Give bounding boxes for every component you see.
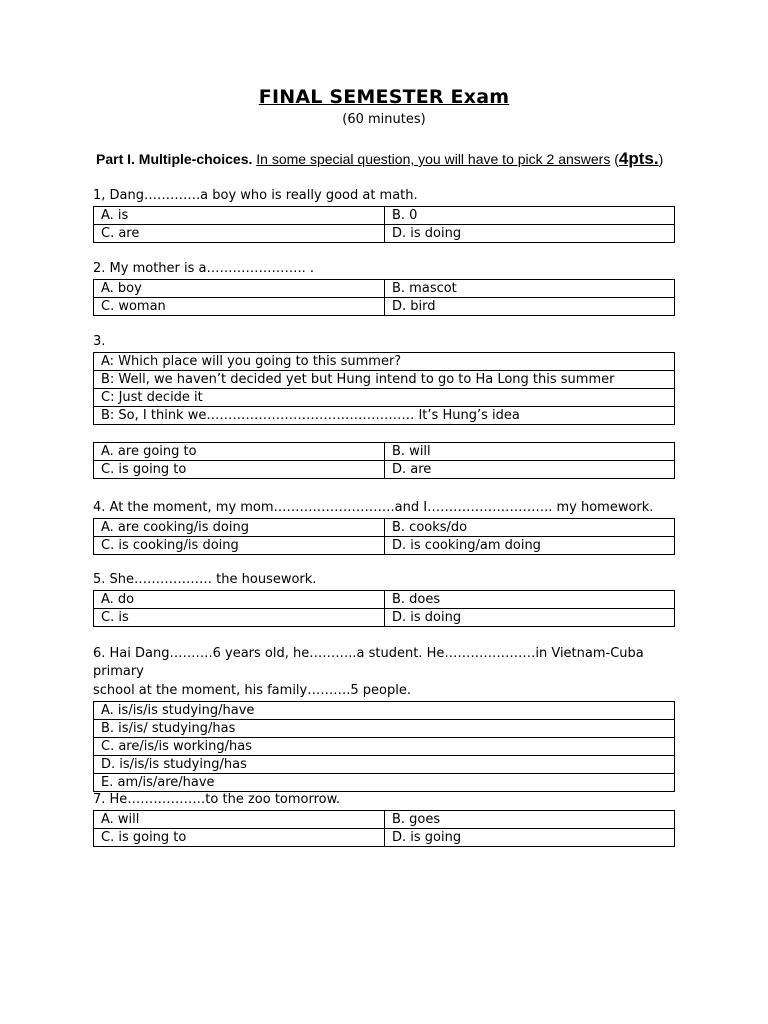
dialogue-line: A: Which place will you going to this summer? [94,353,675,371]
question-7 [93,791,675,847]
part1-points: 4pts. [618,149,659,168]
dialogue-line: B: So, I think we………………………………………… It’s Hung’s idea [94,407,675,425]
option-c: C. are/is/is working/has [94,738,675,756]
option-d: D. is cooking/am doing [385,537,675,555]
answer-table [93,518,675,555]
option-a: A. is [94,207,385,225]
question-text: 5. She……………… the housework. [93,572,317,587]
answer-table [93,701,675,792]
question-3 [93,333,675,479]
answer-table [93,279,675,316]
question-text: 1, Dang………….a boy who is really good at math. [93,188,418,203]
question-4 [93,499,675,555]
answer-table [93,442,675,479]
option-d: D. is/is/is studying/has [94,756,675,774]
option-b: B. cooks/do [385,519,675,537]
option-d: D. is doing [385,225,675,243]
question-text: 2. My mother is a………………….. . [93,261,315,276]
option-d: D. is going [385,829,675,847]
question-6 [93,645,675,792]
question-text: 6. Hai Dang……….6 years old, he………..a student. He…………………in Vietnam-Cuba primary [93,646,644,679]
option-a: A. boy [94,280,385,298]
question-text-continued: school at the moment, his family……….5 people. [93,683,411,698]
option-c: C. are [94,225,385,243]
answer-table [93,590,675,627]
option-a: A. is/is/is studying/have [94,702,675,720]
option-c: C. woman [94,298,385,316]
option-b: B. is/is/ studying/has [94,720,675,738]
question-5 [93,571,675,627]
option-b: B. does [385,591,675,609]
dialogue-line: C: Just decide it [94,389,675,407]
dialogue-line: B: Well, we haven’t decided yet but Hung intend to go to Ha Long this summer [94,371,675,389]
option-b: B. goes [385,811,675,829]
part1-heading [96,149,696,169]
option-a: A. will [94,811,385,829]
option-b: B. 0 [385,207,675,225]
exam-title: FINAL SEMESTER Exam [258,86,510,108]
part1-label: Part I. Multiple-choices. [96,151,253,167]
part1-instruction: In some special question, you will have to pick 2 answers [256,151,611,167]
exam-header [0,86,768,127]
option-c: C. is going to [94,829,385,847]
option-c: C. is going to [94,461,385,479]
answer-table [93,810,675,847]
question-2 [93,260,675,316]
question-1 [93,187,675,243]
option-c: C. is [94,609,385,627]
part1-close-paren: ) [658,151,664,167]
dialogue-table [93,352,675,425]
option-a: A. do [94,591,385,609]
question-text: 4. At the moment, my mom……………………….and I……………………….. my homework. [93,500,654,515]
part1-open-paren: ( [614,151,619,167]
option-d: D. are [385,461,675,479]
option-a: A. are cooking/is doing [94,519,385,537]
question-text: 7. He………………to the zoo tomorrow. [93,792,341,807]
option-b: B. mascot [385,280,675,298]
option-b: B. will [385,443,675,461]
option-a: A. are going to [94,443,385,461]
answer-table [93,206,675,243]
exam-duration: (60 minutes) [342,112,426,127]
question-text: 3. [93,334,106,349]
option-d: D. bird [385,298,675,316]
option-e: E. am/is/are/have [94,774,675,792]
option-c: C. is cooking/is doing [94,537,385,555]
option-d: D. is doing [385,609,675,627]
